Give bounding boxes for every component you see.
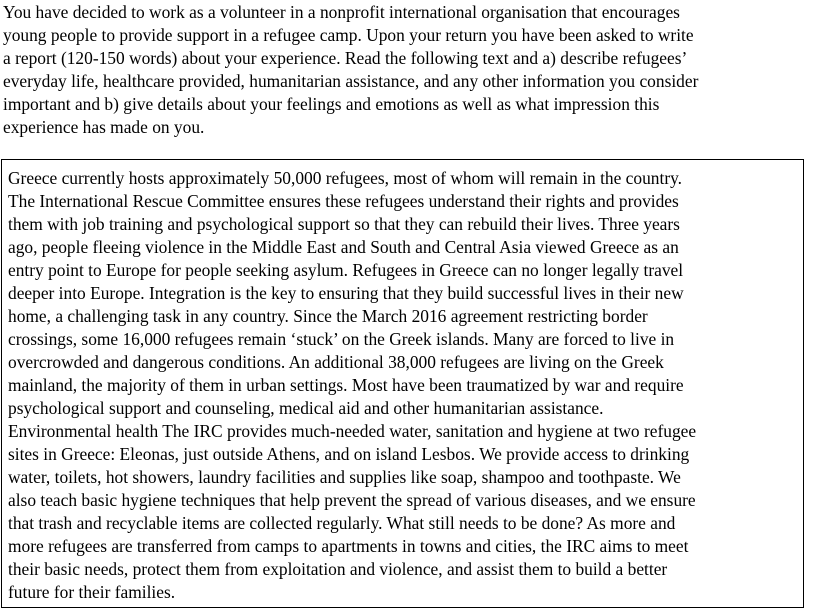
reading-line: mainland, the majority of them in urban settings. Most have been traumatized by war and require: [8, 375, 684, 395]
reading-line: them with job training and psychological support so that they can rebuild their lives. Three years: [8, 214, 680, 234]
reading-line: The International Rescue Committee ensures these refugees understand their rights and provides: [8, 191, 679, 211]
task-line: everyday life, healthcare provided, humanitarian assistance, and any other information you consider: [3, 71, 699, 91]
reading-line: also teach basic hygiene techniques that help prevent the spread of various diseases, and we ensure: [8, 490, 696, 510]
reading-line: entry point to Europe for people seeking asylum. Refugees in Greece can no longer legally travel: [8, 260, 684, 280]
reading-text-box: [1, 159, 804, 608]
reading-line: home, a challenging task in any country. Since the March 2016 agreement restricting border: [8, 306, 648, 326]
reading-line: overcrowded and dangerous conditions. An additional 38,000 refugees are living on the Greek: [8, 352, 664, 372]
reading-line: water, toilets, hot showers, laundry facilities and supplies like soap, shampoo and toothpaste. We: [8, 467, 681, 487]
reading-line: Greece currently hosts approximately 50,000 refugees, most of whom will remain in the country.: [8, 168, 683, 188]
reading-line: more refugees are transferred from camps to apartments in towns and cities, the IRC aims to meet: [8, 536, 689, 556]
task-instructions: [3, 1, 815, 139]
reading-line: future for their families.: [8, 582, 176, 602]
reading-line: ago, people fleeing violence in the Middle East and South and Central Asia viewed Greece as an: [8, 237, 679, 257]
reading-line: their basic needs, protect them from exploitation and violence, and assist them to build a better: [8, 559, 668, 579]
reading-line: sites in Greece: Eleonas, just outside Athens, and on island Lesbos. We provide access to drinking: [8, 444, 690, 464]
task-line: You have decided to work as a volunteer in a nonprofit international organisation that encourages: [3, 2, 680, 22]
task-line: a report (120-150 words) about your experience. Read the following text and a) describe refugees’: [3, 48, 688, 68]
reading-line: crossings, some 16,000 refugees remain ‘stuck’ on the Greek islands. Many are forced to live in: [8, 329, 675, 349]
reading-text: [8, 167, 803, 604]
task-line: important and b) give details about your feelings and emotions as well as what impression this: [3, 94, 660, 114]
reading-line: Environmental health The IRC provides much-needed water, sanitation and hygiene at two refugee: [8, 421, 697, 441]
reading-line: deeper into Europe. Integration is the key to ensuring that they build successful lives in their new: [8, 283, 684, 303]
reading-line: psychological support and counseling, medical aid and other humanitarian assistance.: [8, 398, 604, 418]
task-line: young people to provide support in a refugee camp. Upon your return you have been asked to write: [3, 25, 694, 45]
reading-line: that trash and recyclable items are collected regularly. What still needs to be done? As more and: [8, 513, 676, 533]
task-line: experience has made on you.: [3, 117, 205, 137]
